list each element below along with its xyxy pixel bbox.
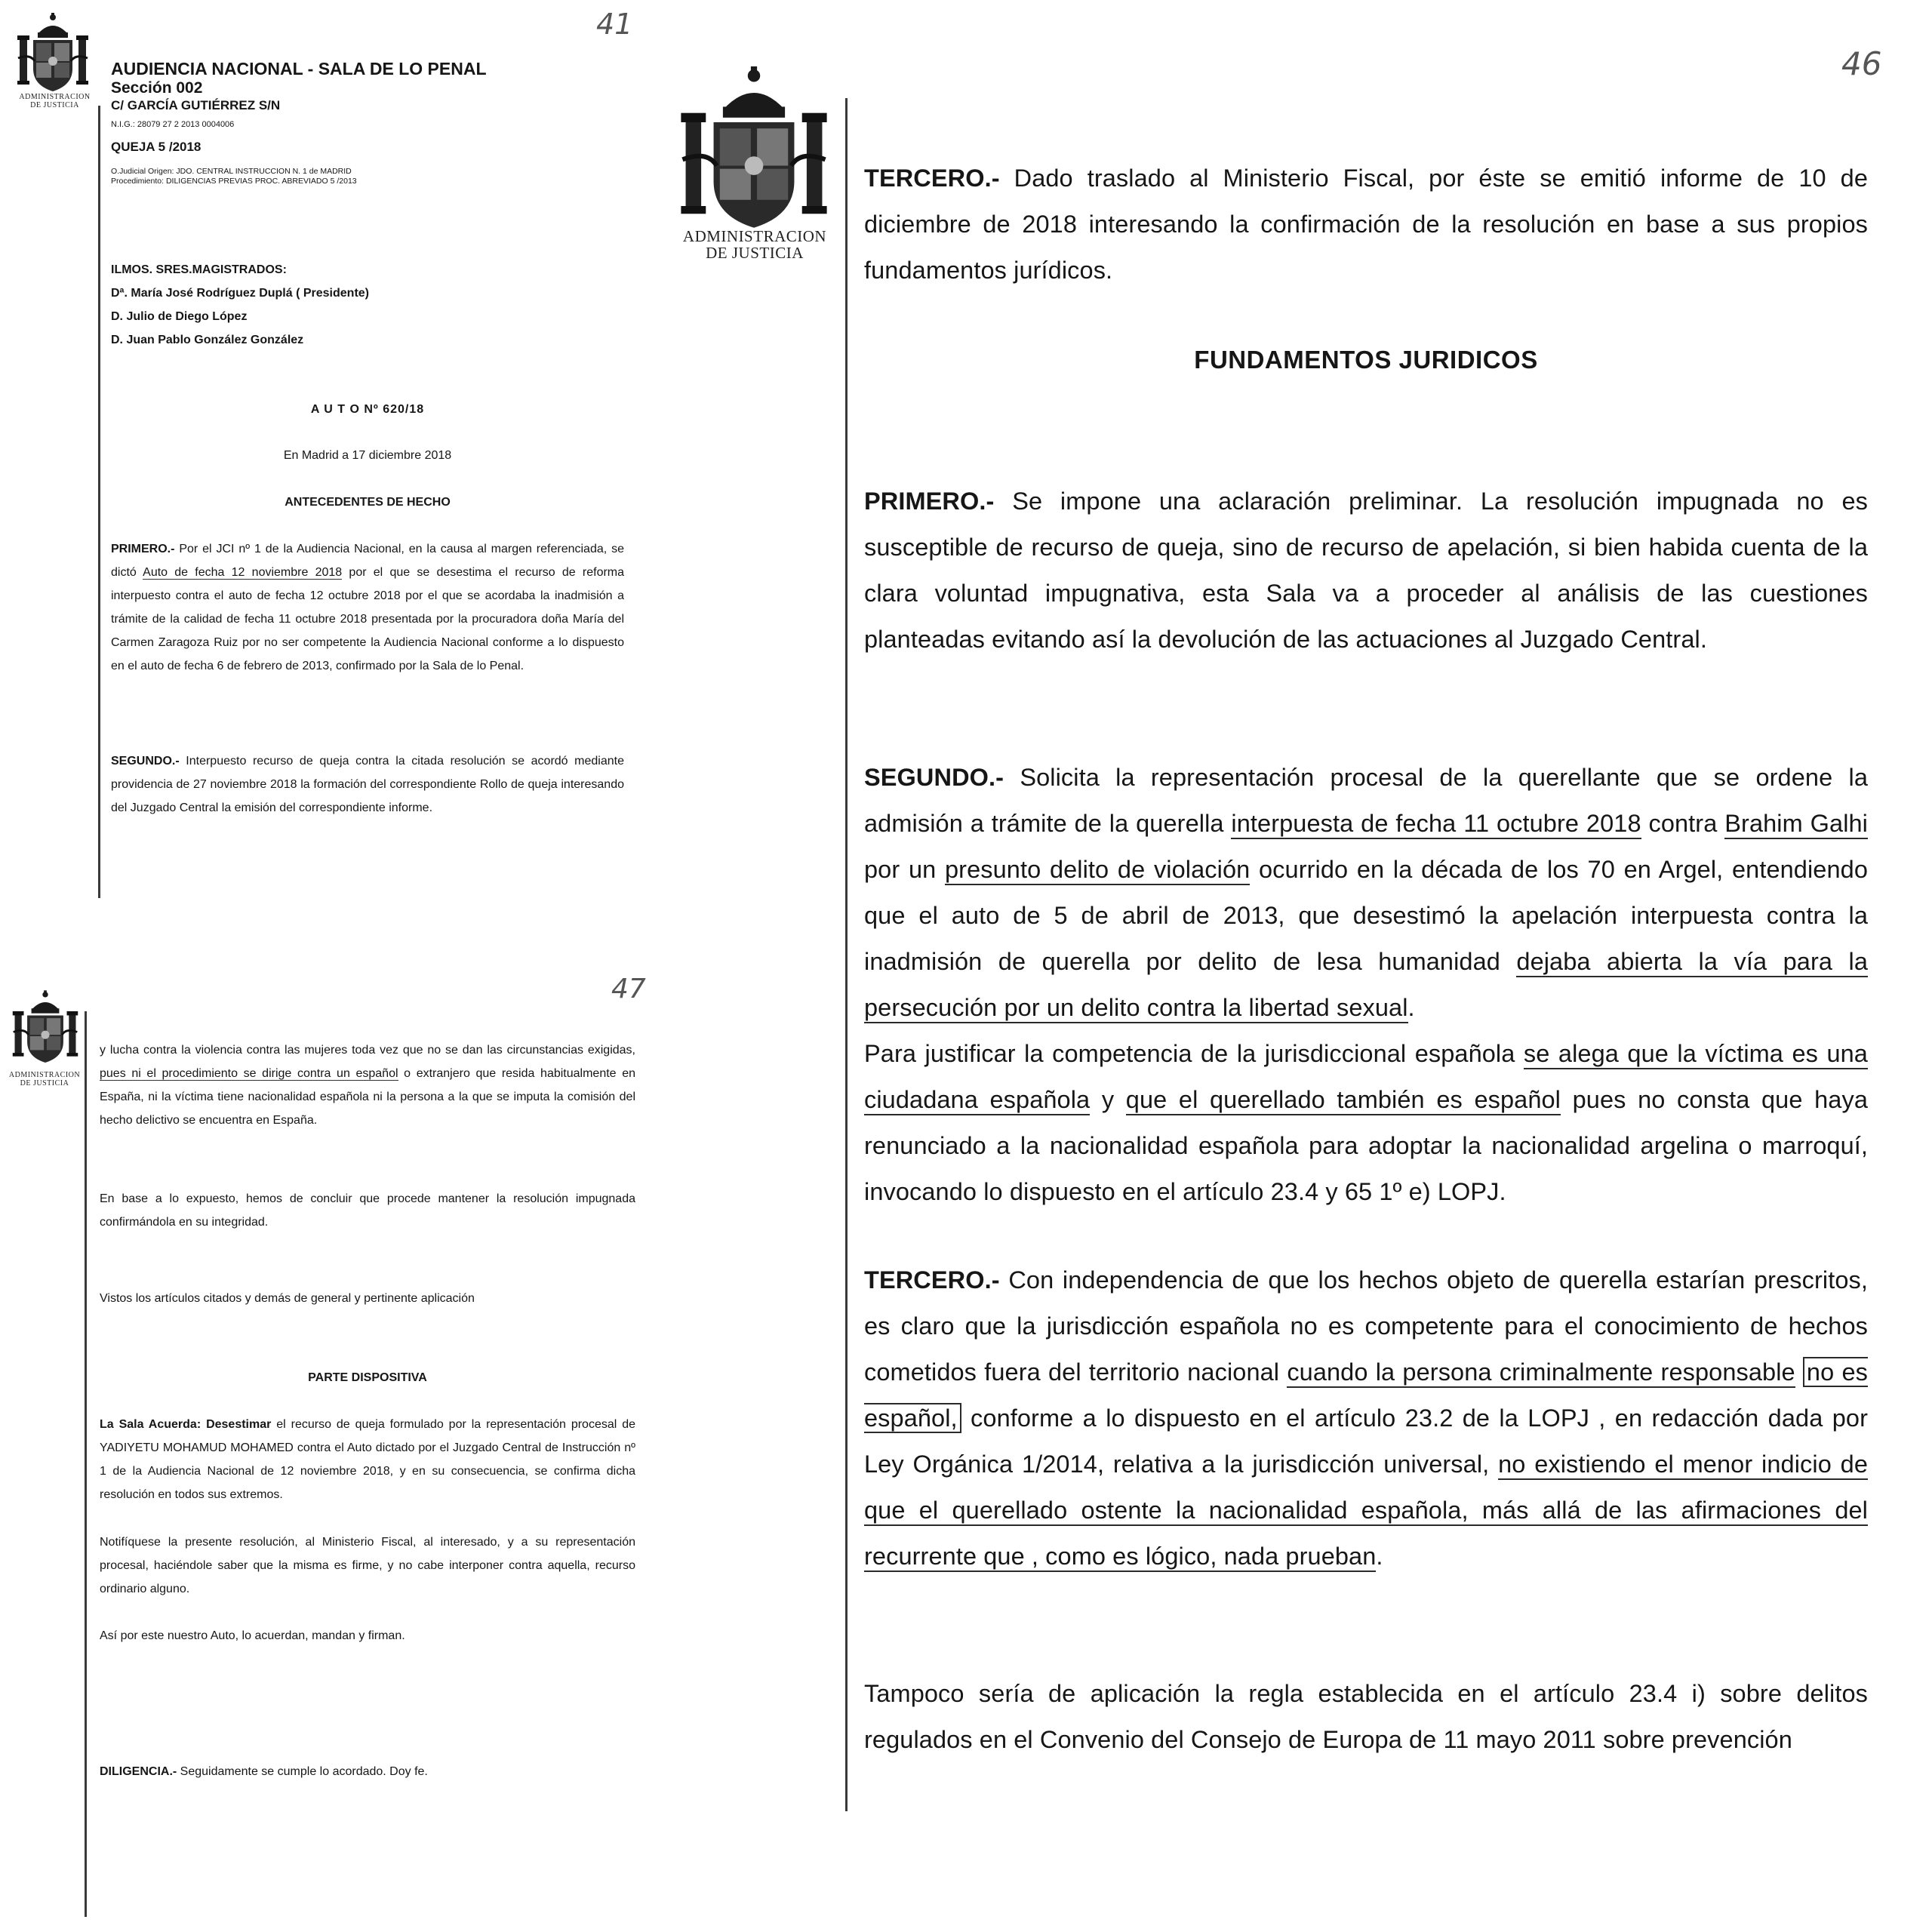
date-line: En Madrid a 17 diciembre 2018 xyxy=(283,449,452,462)
magistrates-title: ILMOS. SRES.MAGISTRADOS: xyxy=(111,263,287,276)
p47-asi-paragraph: Así por este nuestro Auto, lo acuerdan, mandan y firman. xyxy=(100,1629,405,1642)
arms-caption-p41: ADMINISTRACION DE JUSTICIA xyxy=(19,93,91,109)
coat-of-arms-p47 xyxy=(11,990,80,1066)
auto-title: A U T O Nº 620/18 xyxy=(310,403,425,416)
magistrate-1: Dª. María José Rodríguez Duplá ( Presidente) xyxy=(111,287,369,300)
coat-of-arms-p46 xyxy=(676,66,832,234)
magistrates-block xyxy=(111,258,639,352)
magistrate-2: D. Julio de Diego López xyxy=(111,310,248,323)
magistrate-3: D. Juan Pablo González González xyxy=(111,334,304,346)
p46-primero: PRIMERO.- Se impone una aclaración preliminar. La resolución impugnada no es susceptible de recurso de queja, sino de recurso de apelación, si bien habida cuenta de la clara voluntad impugnativa, esta Sala va a proceder al análisis de las cuestiones planteadas evitando así la devolución de las actuaciones al Juzgado Central. xyxy=(864,488,1868,653)
p47-notifiquese-paragraph: Notifíquese la presente resolución, al Ministerio Fiscal, al interesado, y a su representación procesal, haciéndole saber que la misma es firme, y no cabe interponer contra aquella, recurso ordinario alguno. xyxy=(100,1536,635,1595)
p46-segundo: SEGUNDO.- Solicita la representación procesal de la querellante que se ordene la admisión a trámite de la querella interpuesta de fecha 11 octubre 2018 contra Brahim Galhi por un presunto delito de violación ocurrido en la década de los 70 en Argel, entendiendo que el auto de 5 de abril de 2013, que desestimó la apelación interpuesta contra la inadmisión de querella por delito de lesa humanidad dejaba abierta la vía para la persecución por un delito contra la libertad sexual. Para justificar la competencia de la jurisdiccional española se alega que la víctima es una ciudadana española y que el querellado también es español pues no consta que haya renunciado a la nacionalidad española para adoptar la nacionalidad argelina o marroquí, invocando lo dispuesto en el artículo 23.4 y 65 1º e) LOPJ. xyxy=(864,764,1869,1205)
page-number-47: 47 xyxy=(611,974,646,1004)
p46-tercero-2: TERCERO.- Con independencia de que los hechos objeto de querella estarían prescritos, es claro que la jurisdicción española no es competente para el conocimiento de hechos cometidos fuera del territorio nacional cuando la persona criminalmente responsable no es español, conforme a lo dispuesto en el artículo 23.2 de la LOPJ , en redacción dada por Ley Orgánica 1/2014, relativa a la jurisdicción universal, no existiendo el menor indicio de que el querellado ostente la nacionalidad española, más allá de las afirmaciones del recurrente que , como es lógico, nada prueban. xyxy=(864,1257,1868,1580)
p47-diligencia-paragraph: DILIGENCIA.- Seguidamente se cumple lo acordado. Doy fe. xyxy=(100,1765,428,1778)
court-address: C/ GARCÍA GUTIÉRREZ S/N xyxy=(111,98,281,112)
court-header xyxy=(111,59,639,186)
margin-rule-p41 xyxy=(98,106,100,898)
nig-number: N.I.G.: 28079 27 2 2013 0004006 xyxy=(111,120,235,129)
arms-caption-p46: ADMINISTRACION DE JUSTICIA xyxy=(682,227,827,263)
p47-para-1: y lucha contra la violencia contra las mujeres toda vez que no se dan las circunstancias exigidas, pues ni el procedimiento se dirige contra un español o extranjero que resida habitualmente en España, ni la víctima tiene nacionalidad española ni la persona a la que se imputa la comisión del hecho delictivo se encuentra en España. xyxy=(100,1044,635,1127)
fundamentos-heading: FUNDAMENTOS JURIDICOS xyxy=(1194,346,1538,374)
arms-caption-p47: ADMINISTRACION DE JUSTICIA xyxy=(8,1071,81,1088)
p47-acuerda-paragraph: La Sala Acuerda: Desestimar el recurso de queja formulado por la representación procesal de YADIYETU MOHAMUD MOHAMED contra el Auto dictado por el Juzgado Central de Instrucción nº 1 de la Audiencia Nacional de 12 noviembre 2018, y en su consecuencia, se confirma dicha resolución en todos sus extremos. xyxy=(100,1418,636,1501)
p47-para-2: En base a lo expuesto, hemos de concluir que procede mantener la resolución impugnada confirmándola en su integridad. xyxy=(100,1192,635,1229)
p46-tercero-1: TERCERO.- Dado traslado al Ministerio Fiscal, por éste se emitió informe de 10 de diciembre de 2018 interesando la confirmación de la resolución en base a sus propios fundamentos jurídicos. xyxy=(864,165,1868,284)
margin-rule-p46 xyxy=(845,98,848,1811)
p47-para-3: Vistos los artículos citados y demás de general y pertinente aplicación xyxy=(100,1292,475,1305)
parte-dispositiva-heading: PARTE DISPOSITIVA xyxy=(308,1371,427,1384)
margin-rule-p47 xyxy=(85,1011,87,1917)
court-name: AUDIENCIA NACIONAL - SALA DE LO PENAL xyxy=(111,59,487,78)
page-number-46: 46 xyxy=(1841,45,1882,82)
court-section: Sección 002 xyxy=(111,79,203,97)
antecedentes-heading: ANTECEDENTES DE HECHO xyxy=(285,496,451,509)
coat-of-arms-p41 xyxy=(15,12,91,95)
origin-info: O.Judicial Origen: JDO. CENTRAL INSTRUCCION N. 1 de MADRID Procedimiento: DILIGENCIAS PREVIAS PROC. ABREVIADO 5 /2013 xyxy=(111,167,357,186)
p46-tampoco: Tampoco sería de aplicación la regla establecida en el artículo 23.4 i) sobre delitos regulados en el Convenio del Consejo de Europa de 11 mayo 2011 sobre prevención xyxy=(864,1680,1868,1753)
p41-primero-paragraph: PRIMERO.- Por el JCI nº 1 de la Audiencia Nacional, en la causa al margen referenciada, se dictó Auto de fecha 12 noviembre 2018 por el que se desestima el recurso de reforma interpuesto contra el auto de fecha 12 octubre 2018 por el que se acordaba la inadmisión a trámite de la calidad de fecha 11 octubre 2018 presentada por la procuradora doña María del Carmen Zaragoza Ruiz por no ser competente la Audiencia Nacional conforme a lo dispuesto en el auto de fecha 6 de febrero de 2013, confirmado por la Sala de lo Penal. xyxy=(111,543,625,672)
page-number-41: 41 xyxy=(596,8,633,41)
queja-number: QUEJA 5 /2018 xyxy=(111,140,202,154)
p41-segundo-paragraph: SEGUNDO.- Interpuesto recurso de queja contra la citada resolución se acordó mediante providencia de 27 noviembre 2018 la formación del correspondiente Rollo de queja interesando del Juzgado Central la emisión del correspondiente informe. xyxy=(111,755,624,814)
